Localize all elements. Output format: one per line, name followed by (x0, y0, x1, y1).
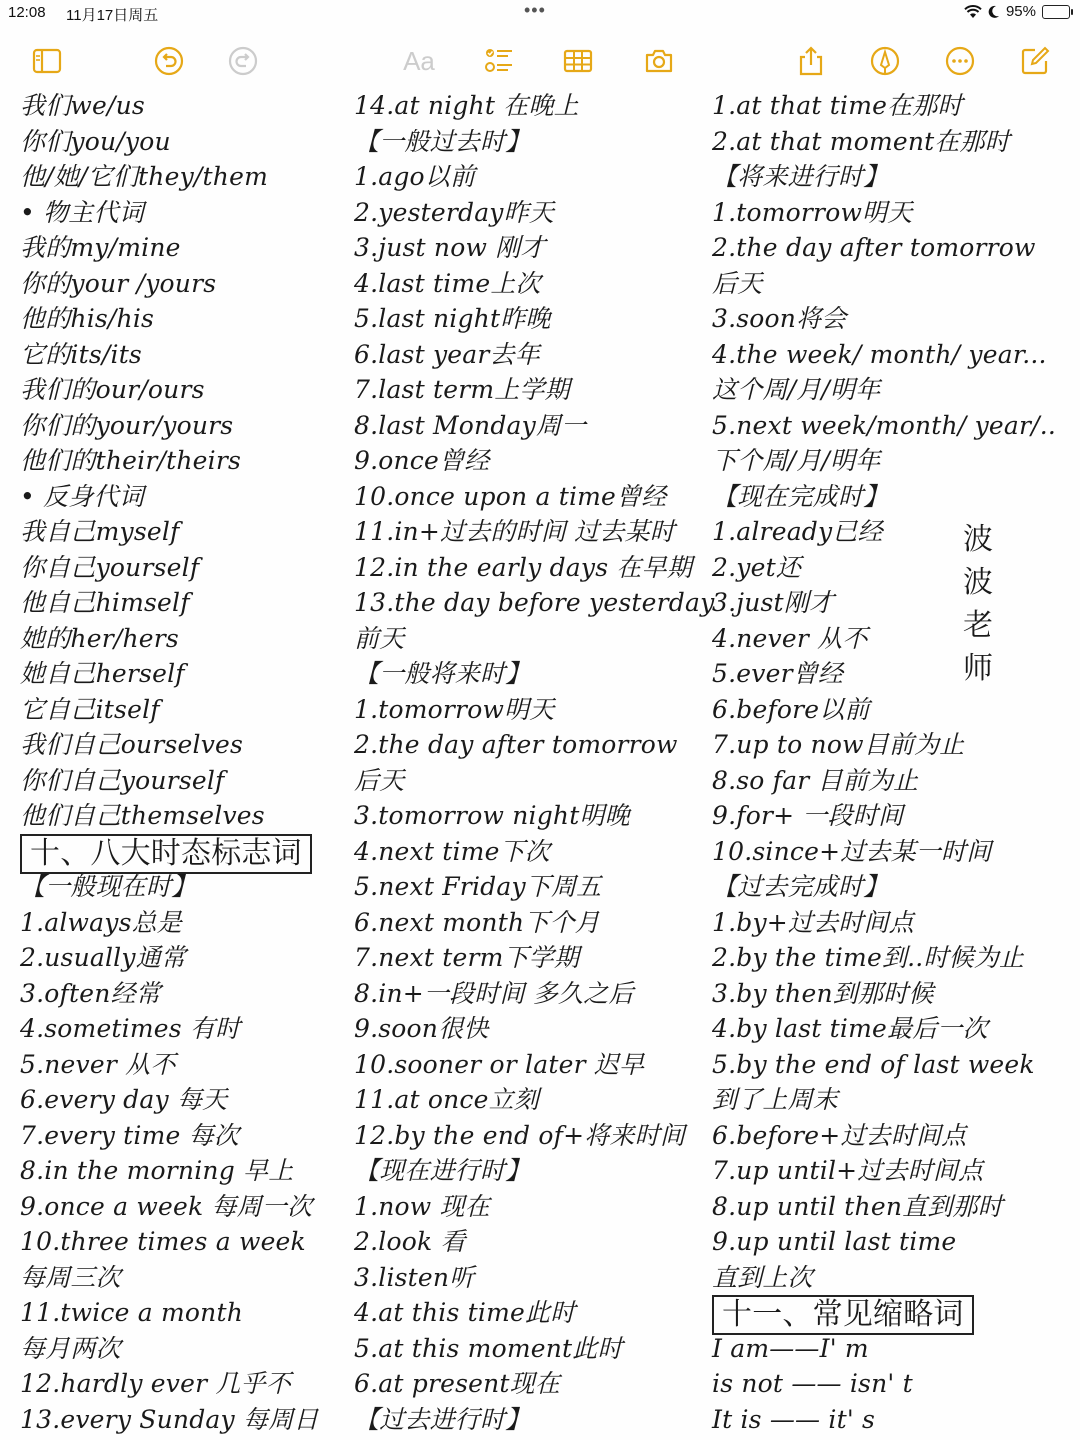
note-line: 5.never 从不 (20, 1049, 176, 1079)
note-line: 13.the day before yesterday (354, 588, 715, 617)
status-time: 12:08 (8, 4, 46, 21)
note-line: 7.next term下学期 (354, 943, 580, 972)
wifi-icon (964, 5, 982, 19)
note-line: 【过去进行时】 (354, 1404, 531, 1434)
note-line: 7.last term上学期 (354, 375, 570, 404)
note-line: 4.next time下次 (354, 836, 550, 866)
table-icon[interactable] (555, 38, 601, 84)
note-column-3 (712, 88, 1057, 1437)
note-line: 7.up to now目前为止 (712, 730, 965, 759)
moon-icon (988, 5, 1000, 19)
note-line: 她自己herself (20, 659, 185, 688)
note-line: 【过去完成时】 (712, 872, 889, 901)
note-line: 他/她/它们they/them (20, 162, 268, 191)
note-line: 【将来进行时】 (712, 162, 889, 191)
note-line: 3.often经常 (20, 978, 161, 1008)
note-line: 10.once upon a time曾经 (354, 481, 667, 511)
format-label: Aa (403, 45, 435, 76)
status-right (964, 3, 1070, 20)
note-line: 【一般过去时】 (354, 126, 531, 156)
side-note (958, 518, 998, 690)
note-line: 每周三次 (20, 1262, 121, 1292)
note-line: 9.up until last time (712, 1227, 957, 1256)
section-heading (712, 1295, 1052, 1331)
note-line: 6.next month下个月 (354, 907, 600, 937)
side-note-char: 老 (963, 608, 993, 643)
note-line: is not —— isn' t (712, 1369, 913, 1398)
share-icon[interactable] (788, 38, 834, 84)
note-line: 我们自己ourselves (20, 730, 244, 759)
note-line: 7.every time 每次 (20, 1120, 240, 1150)
note-line: 它的its/its (20, 339, 142, 369)
note-line: 这个周/月/明年 (712, 375, 881, 404)
note-line: 2.yet还 (712, 552, 802, 582)
side-note-char: 波 (963, 565, 993, 600)
note-line: 2.by the time到..时候为止 (712, 943, 1025, 972)
note-line: 后天 (354, 765, 405, 795)
note-line: 【一般将来时】 (354, 659, 531, 688)
note-line: 你们的your/yours (20, 410, 234, 440)
more-icon[interactable] (937, 38, 983, 84)
note-line: 4.by last time最后一次 (712, 1014, 988, 1043)
note-line: 2.the day after tomorrow (712, 233, 1036, 262)
boxed-heading: 十一、常见缩略词 (712, 1295, 974, 1335)
note-line: 6.last year去年 (354, 339, 540, 369)
note-line: 1.tomorrow明天 (354, 694, 555, 724)
note-line: 3.tomorrow night明晚 (354, 801, 630, 830)
format-icon[interactable] (396, 38, 442, 84)
side-note-char: 师 (963, 651, 993, 686)
note-line: 1.already已经 (712, 517, 883, 546)
note-column-1 (20, 88, 340, 1437)
note-line: 5.by the end of last week (712, 1049, 1035, 1079)
note-line: 9.soon很快 (354, 1014, 489, 1043)
note-line: 每月两次 (20, 1333, 121, 1363)
note-line: 你自己yourself (20, 552, 200, 582)
note-line: 他的his/his (20, 304, 155, 333)
note-line: 8.in+一段时间 多久之后 (354, 978, 634, 1008)
note-line: 2.at that moment在那时 (712, 126, 1011, 156)
markup-icon[interactable] (862, 38, 908, 84)
note-line: 6.before+过去时间点 (712, 1120, 967, 1150)
note-line: 3.soon将会 (712, 304, 847, 333)
note-line: 14.at night 在晚上 (354, 91, 579, 120)
note-line: 11.at once立刻 (354, 1085, 540, 1114)
note-line: 4.never 从不 (712, 623, 868, 653)
note-line: 9.once曾经 (354, 446, 490, 475)
note-line: 1.now 现在 (354, 1191, 490, 1221)
note-line: 9.for+ 一段时间 (712, 801, 904, 830)
note-line: 下个周/月/明年 (712, 446, 881, 475)
note-line: 3.just now 刚才 (354, 233, 546, 262)
note-line: 【现在进行时】 (354, 1156, 531, 1185)
note-line: • 物主代词 (20, 197, 144, 227)
note-line: 1.always总是 (20, 907, 183, 937)
note-line: 3.listen听 (354, 1262, 475, 1292)
note-line: 我的my/mine (20, 233, 181, 262)
note-line: 6.every day 每天 (20, 1085, 228, 1114)
note-line: 他们的their/theirs (20, 446, 242, 475)
note-line: I am——I' m (712, 1333, 869, 1363)
camera-icon[interactable] (636, 38, 682, 84)
note-line: 10.sooner or later 迟早 (354, 1049, 645, 1079)
note-line: 我们的our/ours (20, 375, 205, 404)
note-line: 10.three times a week (20, 1227, 306, 1256)
note-line: 你们you/you (20, 126, 171, 156)
note-line: 5.next Friday下周五 (354, 872, 602, 901)
battery-icon (1042, 5, 1070, 19)
note-line: 直到上次 (712, 1262, 813, 1292)
note-line: 你的your /yours (20, 268, 217, 298)
note-line: 5.at this moment此时 (354, 1333, 623, 1363)
note-line: 2.yesterday昨天 (354, 197, 555, 227)
note-line: 11.twice a month (20, 1298, 243, 1327)
note-line: 5.ever曾经 (712, 659, 844, 688)
note-line: 8.so far 目前为止 (712, 765, 919, 795)
note-line: 前天 (354, 623, 405, 653)
note-line: 他自己himself (20, 588, 190, 617)
compose-icon[interactable] (1012, 38, 1058, 84)
note-line: 1.at that time在那时 (712, 91, 963, 120)
note-line: 4.the week/ month/ year... (712, 339, 1047, 369)
note-column-2 (354, 88, 715, 1437)
note-line: It is —— it' s (712, 1404, 876, 1434)
note-line: 【一般现在时】 (20, 872, 197, 901)
note-line: 2.usually通常 (20, 943, 187, 972)
note-line: 你们自己yourself (20, 765, 225, 795)
note-line: 后天 (712, 268, 763, 298)
note-line: 8.last Monday周一 (354, 410, 587, 440)
note-line: 6.at present现在 (354, 1369, 561, 1398)
note-line: 5.next week/month/ year/.. (712, 410, 1057, 440)
note-line: 7.up until+过去时间点 (712, 1156, 984, 1185)
note-line: 4.last time上次 (354, 268, 541, 298)
note-line: 到了上周末 (712, 1085, 839, 1114)
redo-icon[interactable] (220, 38, 266, 84)
status-date: 11月17日周五 (66, 7, 159, 24)
note-line: 3.by then到那时候 (712, 978, 934, 1008)
sidebar-icon[interactable] (24, 38, 70, 84)
note-line: • 反身代词 (20, 481, 144, 511)
note-line: 10.since+过去某一时间 (712, 836, 992, 866)
note-line: 我们we/us (20, 91, 145, 120)
note-line: 我自己myself (20, 517, 180, 546)
note-line: 5.last night昨晚 (354, 304, 551, 333)
note-line: 9.once a week 每周一次 (20, 1191, 313, 1221)
multitask-handle[interactable]: ••• (524, 0, 546, 20)
boxed-heading: 十、八大时态标志词 (20, 834, 312, 874)
section-heading (20, 834, 340, 870)
note-line: 13.every Sunday 每周日 (20, 1404, 319, 1434)
note-line: 8.in the morning 早上 (20, 1156, 294, 1185)
note-line: 1.ago以前 (354, 162, 476, 191)
notes-toolbar (0, 38, 1080, 84)
note-line: 12.in the early days 在早期 (354, 552, 693, 582)
status-bar (0, 0, 1080, 26)
note-line: 12.by the end of+将来时间 (354, 1120, 686, 1150)
note-line: 4.at this time此时 (354, 1298, 576, 1327)
side-note-char: 波 (963, 522, 993, 557)
note-line: 【现在完成时】 (712, 481, 889, 511)
undo-icon[interactable] (146, 38, 192, 84)
note-line: 2.look 看 (354, 1227, 466, 1256)
note-line: 11.in+过去的时间 过去某时 (354, 517, 675, 546)
battery-percent: 95% (1005, 3, 1036, 20)
note-line: 它自己itself (20, 694, 160, 724)
note-line: 1.by+过去时间点 (712, 907, 914, 937)
note-line: 8.up until then直到那时 (712, 1191, 1003, 1221)
note-line: 1.tomorrow明天 (712, 197, 913, 227)
checklist-icon[interactable] (476, 38, 522, 84)
note-line: 他们自己themselves (20, 801, 265, 830)
note-line: 4.sometimes 有时 (20, 1014, 241, 1043)
note-line: 3.just刚才 (712, 588, 835, 617)
note-line: 2.the day after tomorrow (354, 730, 678, 759)
note-line: 6.before以前 (712, 694, 870, 724)
note-line: 她的her/hers (20, 623, 179, 653)
note-line: 12.hardly ever 几乎不 (20, 1369, 291, 1398)
